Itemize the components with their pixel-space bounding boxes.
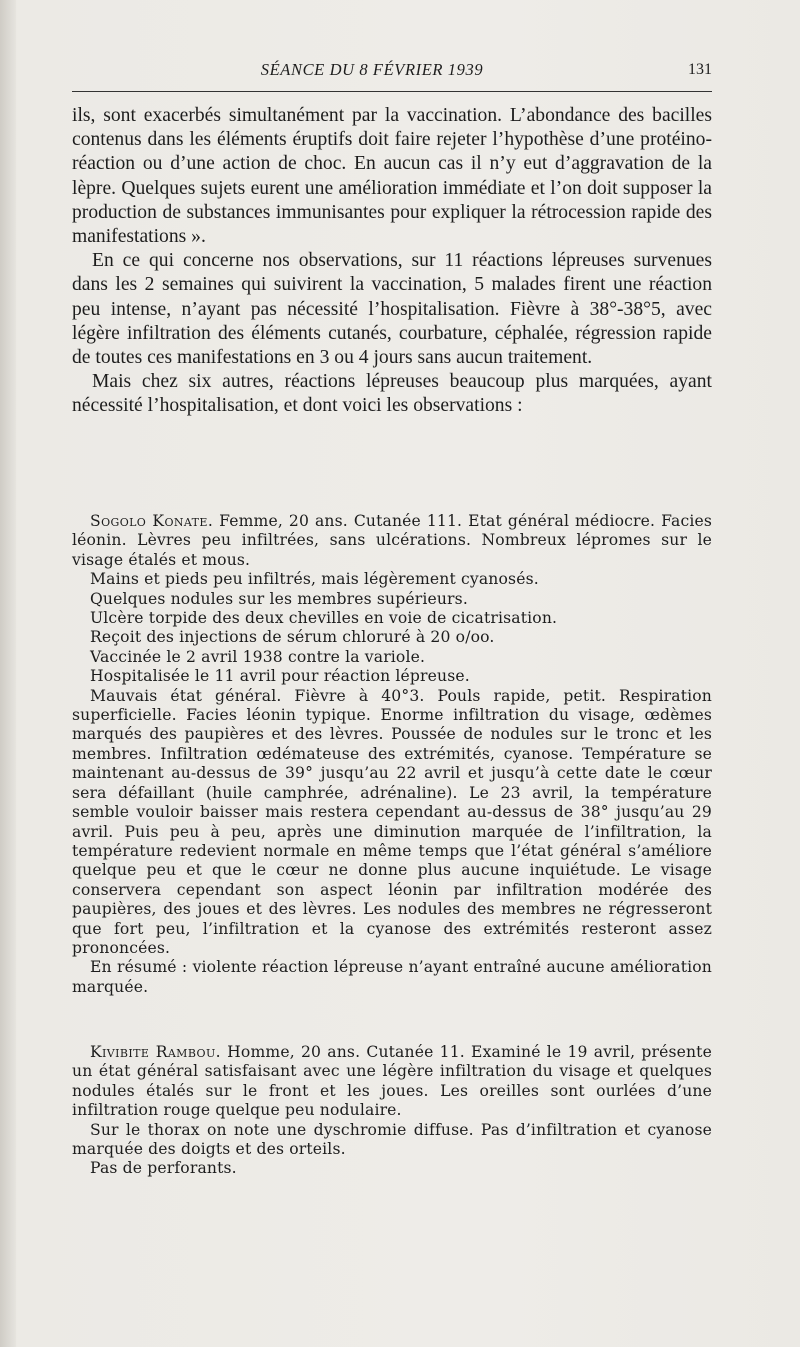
main-text [72, 104, 712, 419]
observation-paragraph: Mauvais état général. Fièvre à 40°3. Pouls rapide, petit. Respiration superficielle. Facies léonin typique. Enorme infiltration du visage, œdèmes marqués des paupières et des lèvres. Poussée de nodules sur le tronc et les membres. Infiltration œdémateuse des extrémités, cyanose. Température se maintenant au-dessus de 39° jusqu’au 22 avril et jusqu’à cette date le cœur sera défaillant (huile camphrée, adrénaline). Le 23 avril, la température semble vouloir baisser mais restera cependant au-dessus de 38° jusqu’au 29 avril. Puis peu à peu, après une diminution marquée de l’infiltration, la température redevient normale en même temps que l’état général s’améliore quelque peu et que le cœur ne donne plus aucune inquiétude. Le visage conservera cependant son aspect léonin par infiltration modérée des paupières, des joues et des lèvres. Les nodules des membres ne régresseront que fort peu, l’infiltration et la cyanose des extrémités resteront assez prononcées. [72, 686, 712, 957]
page-binding-edge [0, 0, 16, 1347]
paragraph: ils, sont exacerbés simultanément par la vaccination. L’abondance des bacilles contenus dans les éléments éruptifs doit faire rejeter l’hypothèse d’une protéino-réaction ou d’une action de choc. En aucun cas il n’y eut d’aggravation de la lèpre. Quelques sujets eurent une amélioration immédiate et l’on doit supposer la production de substances immunisantes pour expliquer la rétrocession rapide des manifestations ». [72, 105, 712, 248]
observation-paragraph: Sur le thorax on note une dyschromie diffuse. Pas d’infiltration et cyanose marquée des doigts et des orteils. [72, 1120, 712, 1159]
observation-paragraph: Ulcère torpide des deux chevilles en voie de cicatrisation. [90, 609, 558, 628]
observation-1 [72, 512, 712, 997]
page-number: 131 [688, 61, 712, 78]
observation-text: Femme, 20 ans. Cutanée 111. Etat général médiocre. Facies léonin. Lèvres peu infiltrées, sans ulcérations. Nombreux lépromes sur le visage étalés et mous. [72, 512, 712, 569]
observation-paragraph: Vaccinée le 2 avril 1938 contre la variole. [90, 647, 426, 666]
observation-paragraph: En résumé : violente réaction lépreuse n’ayant entraîné aucune amélioration marquée. [72, 958, 712, 996]
running-header [72, 60, 712, 86]
observation-paragraph: Pas de perforants. [90, 1159, 237, 1178]
observation-2 [72, 1043, 712, 1179]
observation-paragraph: Reçoit des injections de sérum chloruré à 20 o/oo. [90, 628, 495, 647]
observation-text: Homme, 20 ans. Cutanée 11. Examiné le 19 avril, présente un état général satisfaisant avec une légère infiltration du visage et quelques nodules étalés sur le front et les joues. Les oreilles sont ourlées d’une infiltration rouge quelque peu nodulaire. [72, 1043, 712, 1120]
observation-paragraph: Quelques nodules sur les membres supérieurs. [90, 589, 468, 608]
observation-paragraph: Mains et pieds peu infiltrés, mais légèrement cyanosés. [90, 570, 539, 589]
patient-name: Kivibite Rambou. [90, 1043, 221, 1061]
header-rule [72, 91, 712, 92]
observation-paragraph [72, 1043, 712, 1121]
paragraph: Mais chez six autres, réactions lépreuses beaucoup plus marquées, ayant nécessité l’hospitalisation, et dont voici les observations : [72, 371, 712, 417]
patient-name: Sogolo Konate. [90, 512, 214, 530]
header-title: SÉANCE DU 8 FÉVRIER 1939 [260, 60, 484, 79]
paragraph: En ce qui concerne nos observations, sur 11 réactions lépreuses survenues dans les 2 semaines qui suivirent la vaccination, 5 malades firent une réaction peu intense, n’ayant pas nécessité l’hospitalisation. Fièvre à 38°-38°5, avec légère infiltration des éléments cutanés, courbature, céphalée, régression rapide de toutes ces manifestations en 3 ou 4 jours sans aucun traitement. [72, 250, 712, 369]
observation-paragraph: Hospitalisée le 11 avril pour réaction lépreuse. [90, 667, 470, 686]
observation-paragraph [72, 512, 712, 570]
